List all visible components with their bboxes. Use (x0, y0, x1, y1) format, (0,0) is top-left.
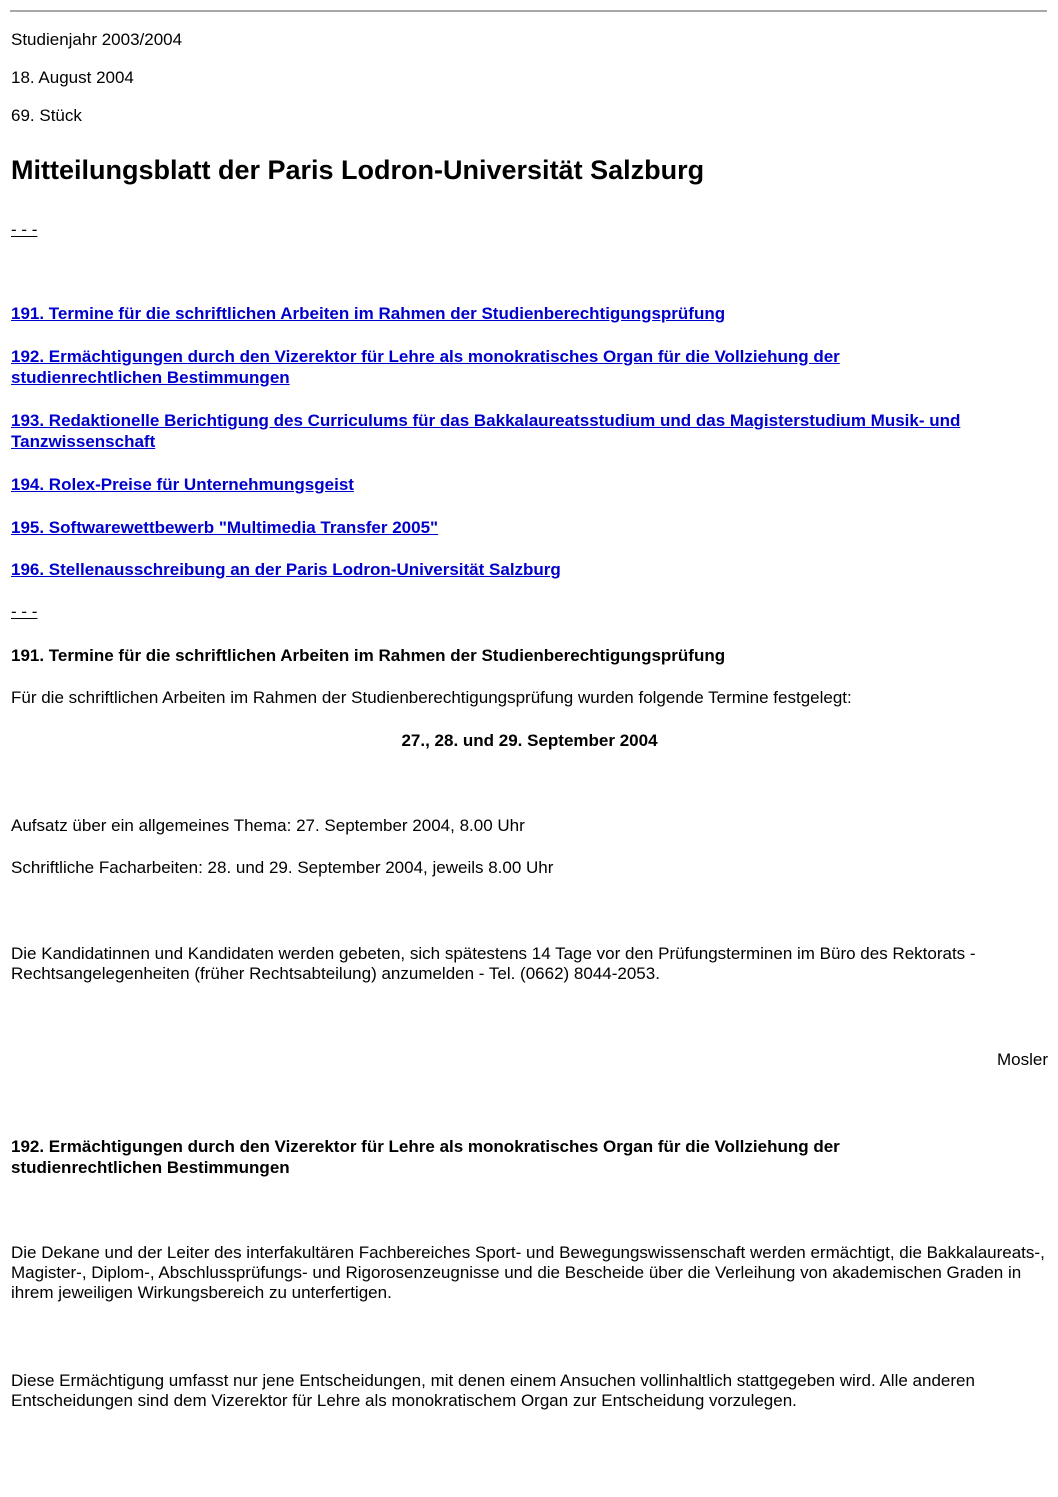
section-191-registration: Die Kandidatinnen und Kandidaten werden gebeten, sich spätestens 14 Tage vor den Prüfungsterminen im Büro des Rektorats - Rechtsangelegenheiten (früher Rechtsabteilung) anzumelden - Tel. (0662) 8044-2053. (11, 944, 976, 983)
section-191-heading: 191. Termine für die schriftlichen Arbeiten im Rahmen der Studienberechtigungsprüfung (11, 646, 726, 665)
section-191-dates: 27., 28. und 29. September 2004 (401, 731, 658, 750)
page-title: Mitteilungsblatt der Paris Lodron-Universität Salzburg (11, 155, 705, 185)
toc-item (11, 474, 1021, 495)
section-192-heading: 192. Ermächtigungen durch den Vizerektor für Lehre als monokratisches Organ für die Vollziehung der studienrechtlichen Bestimmungen (11, 1137, 840, 1177)
issue-number: 69. Stück (11, 106, 82, 125)
toc-item (11, 346, 971, 388)
toc-item (11, 559, 1021, 580)
toc-link-195[interactable]: 195. Softwarewettbewerb "Multimedia Transfer 2005" (11, 518, 439, 537)
section-191-signature: Mosler (996, 1050, 1048, 1069)
section-192-paragraph-1: Die Dekane und der Leiter des interfakultären Fachbereiches Sport- und Bewegungswissenschaft werden ermächtigt, die Bakkalaureats-, Magister-, Diplom-, Abschlussprüfungs- und Rigorosenzeugnisse und die Bescheide über die Verleihung von akademischen Graden in ihrem jeweiligen Wirkungsbereich zu unterfertigen. (11, 1243, 1045, 1302)
separator-link-bottom[interactable]: - - - (11, 602, 38, 621)
toc-list (11, 303, 1021, 324)
separator-link-top[interactable]: - - - (11, 220, 38, 239)
section-192-paragraph-2: Diese Ermächtigung umfasst nur jene Entscheidungen, mit denen einem Ansuchen vollinhaltlich stattgegeben wird. Alle anderen Entscheidungen sind dem Vizerektor für Lehre als monokratischem Organ zur Entscheidung vorzulegen. (11, 1371, 975, 1410)
toc-item (11, 410, 1001, 452)
section-191-essay-date: Aufsatz über ein allgemeines Thema: 27. September 2004, 8.00 Uhr (11, 816, 525, 835)
toc-link-193[interactable]: 193. Redaktionelle Berichtigung des Curriculums für das Bakkalaureatsstudium und das Magisterstudium Musik- und Tanzwissenschaft (11, 411, 961, 451)
toc-item (11, 517, 1021, 538)
publication-date: 18. August 2004 (11, 68, 134, 87)
section-191-subject-dates: Schriftliche Facharbeiten: 28. und 29. September 2004, jeweils 8.00 Uhr (11, 858, 554, 877)
top-horizontal-rule (10, 10, 1047, 12)
section-191-intro: Für die schriftlichen Arbeiten im Rahmen der Studienberechtigungsprüfung wurden folgende Termine festgelegt: (11, 688, 852, 707)
academic-year: Studienjahr 2003/2004 (11, 30, 183, 49)
toc-link-191[interactable]: 191. Termine für die schriftlichen Arbeiten im Rahmen der Studienberechtigungsprüfung (11, 304, 726, 323)
toc-link-192[interactable]: 192. Ermächtigungen durch den Vizerektor für Lehre als monokratisches Organ für die Vollziehung der studienrechtlichen Bestimmungen (11, 347, 840, 387)
toc-link-194[interactable]: 194. Rolex-Preise für Unternehmungsgeist (11, 475, 354, 494)
toc-link-196[interactable]: 196. Stellenausschreibung an der Paris Lodron-Universität Salzburg (11, 560, 561, 579)
